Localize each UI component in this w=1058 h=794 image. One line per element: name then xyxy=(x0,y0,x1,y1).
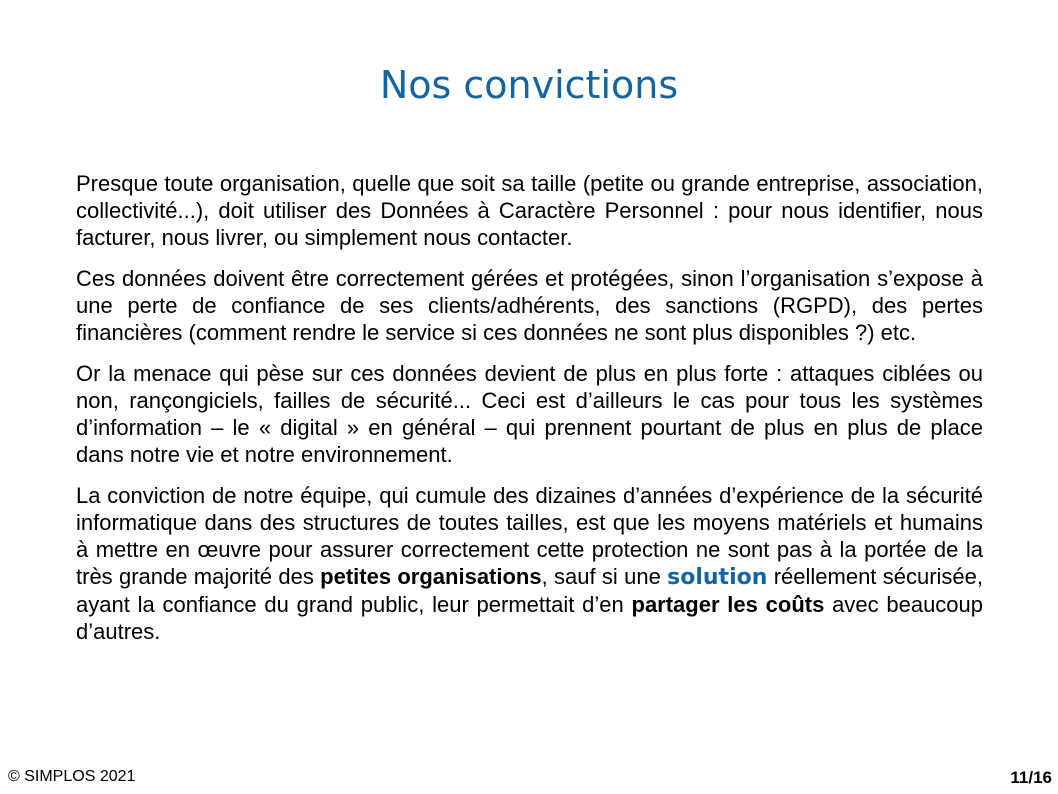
paragraph-4-text-2: , sauf si une xyxy=(541,564,668,589)
emphasis-partager-les-couts: partager les coûts xyxy=(631,592,825,617)
paragraph-4-text-4: avec beaucoup d’autres. xyxy=(76,592,984,644)
paragraph-3: Or la menace qui pèse sur ces données devient de plus en plus forte : attaques ciblées ou non, rançongiciels, failles de sécurité... Ceci est d’ailleurs le cas pour tous les systèmes d’information – le « digital » en général – qui prennent pourtant de plus en plus de place dans notre vie et notre environnement. xyxy=(76,361,983,467)
paragraph-4-text-1: La conviction de notre équipe, qui cumule des dizaines d’années d’expérience de la sécurité informatique dans des structures de toutes tailles, est que les moyens matériels et humains à mettre en œuvre pour assurer correctement cette protection ne sont pas à la portée de la très grande majorité des xyxy=(76,483,983,589)
paragraph-4 xyxy=(76,482,983,645)
footer-copyright: © SIMPLOS 2021 xyxy=(8,768,136,785)
footer-page-number: 11/16 xyxy=(1010,768,1052,787)
slide-body xyxy=(76,170,983,659)
slide-title: Nos convictions xyxy=(379,63,679,107)
highlight-solution: solution xyxy=(667,565,768,590)
emphasis-petites-organisations: petites organisations xyxy=(320,564,542,589)
paragraph-1: Presque toute organisation, quelle que soit sa taille (petite ou grande entreprise, association, collectivité...), doit utiliser des Données à Caractère Personnel : pour nous identifier, nous facturer, nous livrer, ou simplement nous contacter. xyxy=(76,171,983,250)
paragraph-4-text-3: réellement sécurisée, ayant la confiance du grand public, leur permettait d’en xyxy=(76,564,983,617)
paragraph-2: Ces données doivent être correctement gérées et protégées, sinon l’organisation s’expose à une perte de confiance de ses clients/adhérents, des sanctions (RGPD), des pertes financières (comment rendre le service si ces données ne sont plus disponibles ?) etc. xyxy=(76,266,983,345)
